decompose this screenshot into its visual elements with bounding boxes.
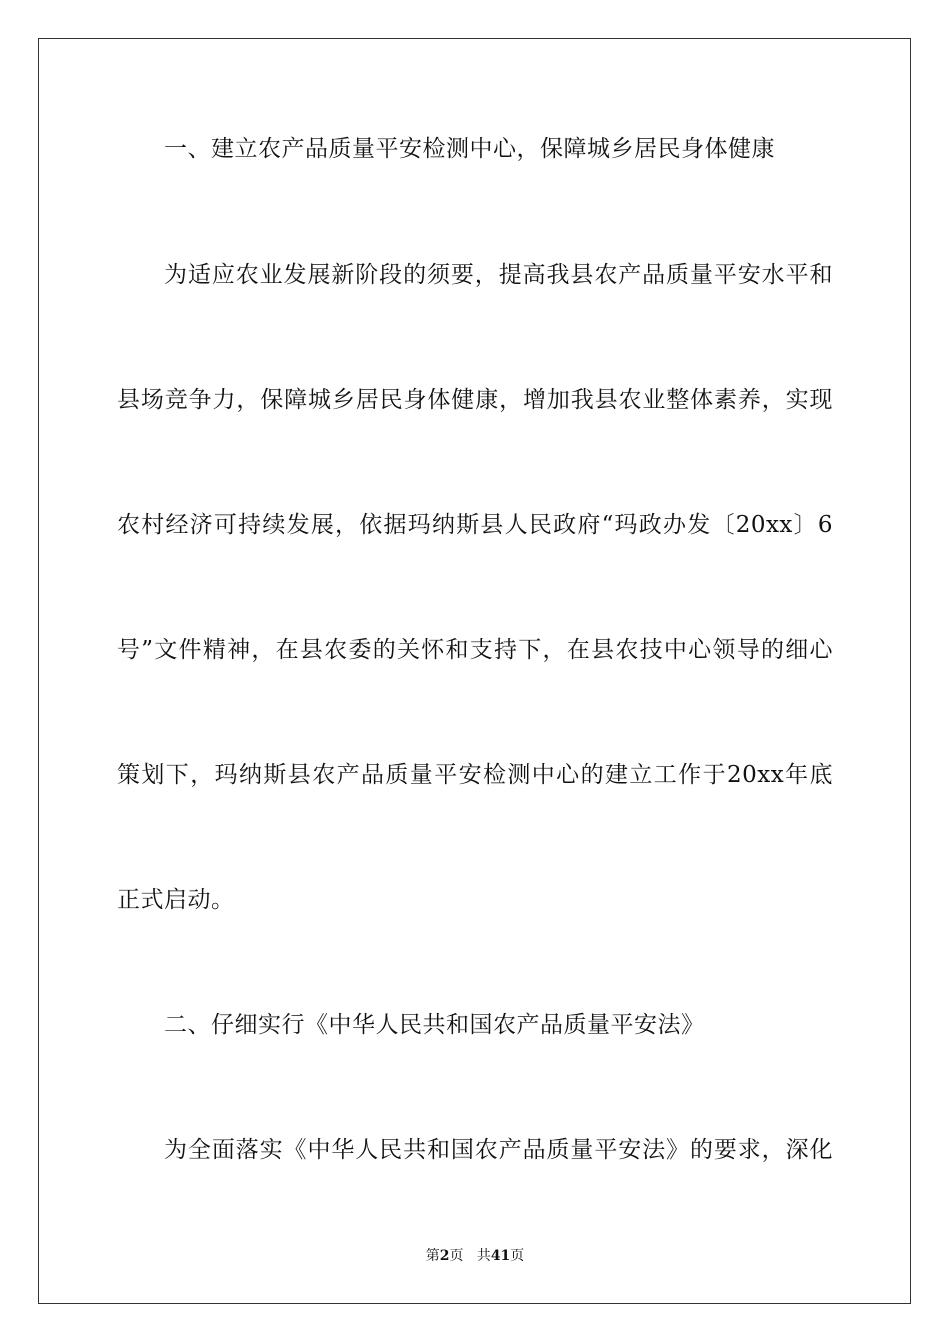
paragraph-line-3: 农村经济可持续发展，依据玛纳斯县人民政府“玛政办发〔20xx〕6: [117, 512, 833, 538]
page-number: 2: [439, 1248, 450, 1264]
total-prefix: 共: [476, 1248, 491, 1264]
heading-two: 二、仔细实行《中华人民共和国农产品质量平安法》: [164, 1012, 705, 1038]
page-border: [38, 38, 911, 1304]
total-suffix: 页: [510, 1248, 525, 1264]
paragraph-line-7: 为全面落实《中华人民共和国农产品质量平安法》的要求，深化: [164, 1137, 833, 1163]
paragraph-line-1: 为适应农业发展新阶段的须要，提高我县农产品质量平安水平和: [164, 262, 833, 288]
paragraph-line-5: 策划下，玛纳斯县农产品质量平安检测中心的建立工作于20xx年底: [117, 762, 833, 788]
paragraph-line-2: 县场竞争力，保障城乡居民身体健康，增加我县农业整体素养，实现: [117, 387, 833, 413]
paragraph-line-6: 正式启动。: [117, 887, 235, 913]
page-footer: [0, 1246, 950, 1266]
heading-one: 一、建立农产品质量平安检测中心，保障城乡居民身体健康: [164, 136, 775, 162]
page-suffix: 页: [449, 1248, 464, 1264]
total-pages: 41: [490, 1248, 511, 1264]
paragraph-line-4: 号”文件精神，在县农委的关怀和支持下，在县农技中心领导的细心: [117, 637, 833, 663]
page-prefix: 第: [425, 1248, 440, 1264]
